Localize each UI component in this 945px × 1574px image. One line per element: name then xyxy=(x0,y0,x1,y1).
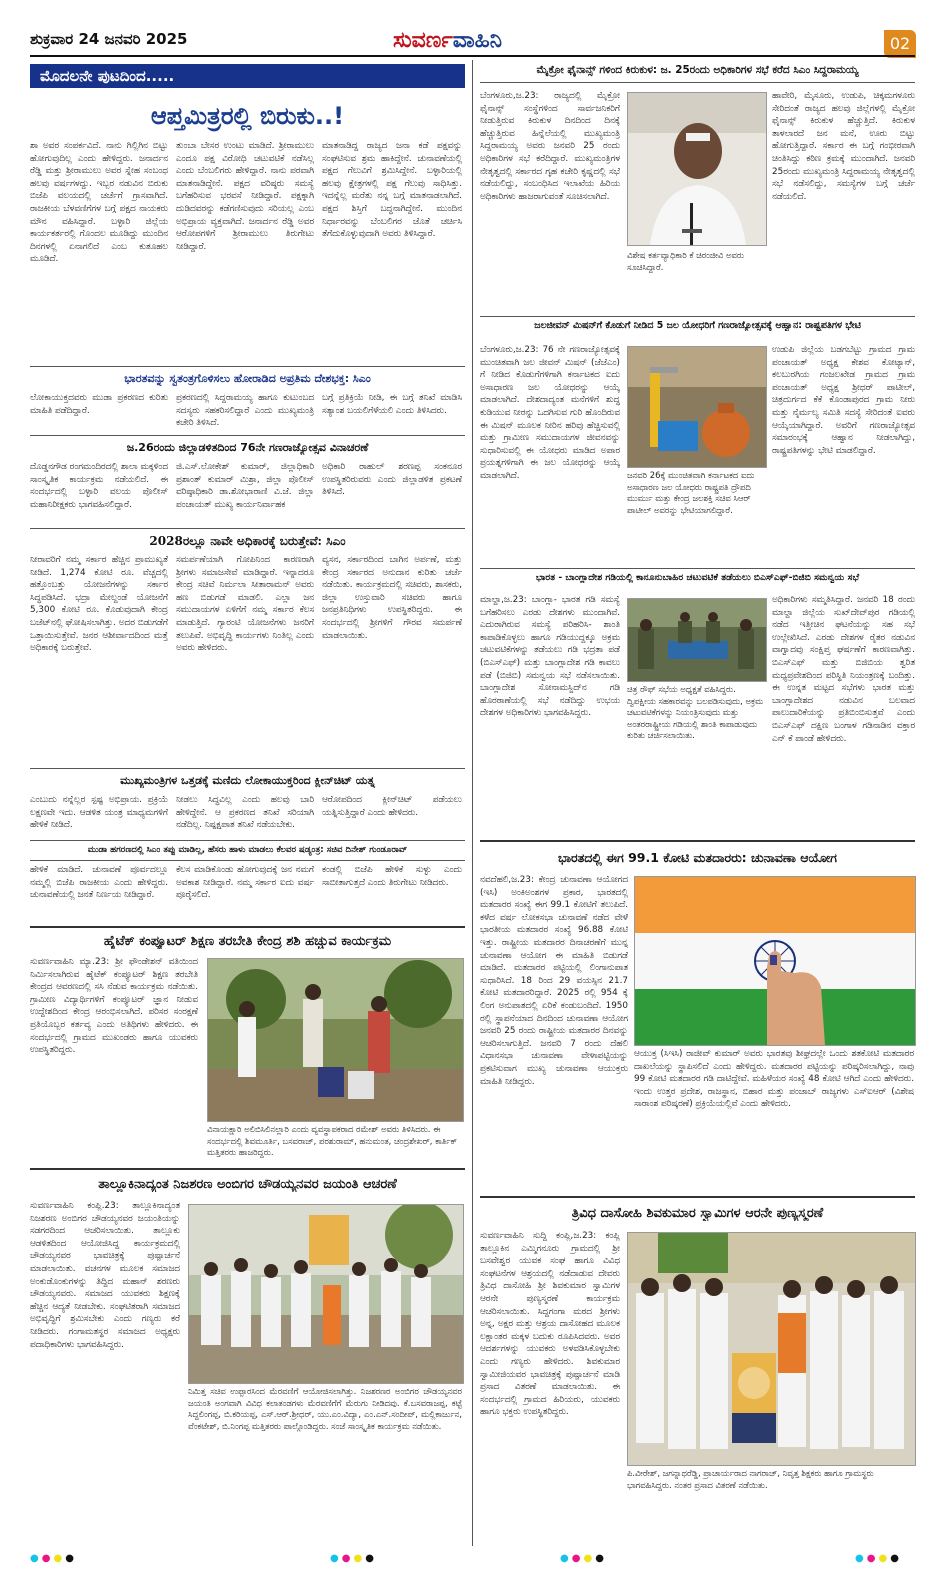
a1-col-3: ಮಾತನಾಡಿದ್ದ ರಾಜ್ಯದ ಜನಾ ಕಡೆ ಪಕ್ಷವನ್ನು ಸಂಘಟಿಸುವ ಶ್ರಮ ಹಾಕಿದ್ದೇನೆ. ಚುನಾವಣೆಯಲ್ಲಿ ಪಕ್ಷದ ಗೆಲುವಿಗೆ ಶ್ರಮಿಸಿದ್ದೇನೆ. ಬಳ್ಳಾರಿಯಲ್ಲಿ ಹಲವು ಕ್ಷೇತ್ರಗಳಲ್ಲಿ ಪಕ್ಷ ಗೆಲುವು ಸಾಧಿಸಿತ್ತು. ಇದನ್ನೆಲ್ಲ ಮರೆತು ನನ್ನ ಬಗ್ಗೆ ಮಾತನಾಡಲಾಗಿದೆ. ಪಕ್ಷದ ಶಿಸ್ತಿಗೆ ಬದ್ಧನಾಗಿದ್ದೇನೆ. ಮುಂದಿನ ನಿರ್ಧಾರವನ್ನು ಬೆಂಬಲಿಗರ ಜೊತೆ ಚರ್ಚಿಸಿ ತೆಗೆದುಕೊಳ್ಳುವುದಾಗಿ ಅವರು ತಿಳಿಸಿದ್ದಾರೆ. xyxy=(322,141,462,240)
divider xyxy=(30,926,465,928)
a3-col-2: ಜಿ.ಎಸ್.ಲೋಕೇಶ್ ಕುಮಾರ್, ಜಿಲ್ಲಾಧಿಕಾರಿ ಪ್ರಶಾಂತ್ ಕುಮಾರ್ ಮಿಶ್ರಾ, ಜಿಲ್ಲಾ ಪೊಲೀಸ್ ವರಿಷ್ಠಾಧಿಕಾರಿ ಡಾ.ಶೋಭಾರಾಣಿ ವಿ.ಜೆ. ಜಿಲ್ಲಾ ಪಂಚಾಯತ್ ಮುಖ್ಯ ಕಾರ್ಯನಿರ್ವಾಹಕ xyxy=(176,462,314,510)
b3-side-text: ಅಧಿಕಾರಿಗಳು ಸಮ್ಮತಿಸಿದ್ದಾರೆ. ಜನವರಿ 18 ರಂದು ಮಾಲ್ದಾ ಜಿಲ್ಲೆಯ ಸುಖ್‌ದೇವ್‌ಪುರ ಗಡಿಯಲ್ಲಿ ನಡೆದ ಇತ್ತೀಚಿನ ಘಟನೆಯನ್ನು ಸಹ ಸಭೆ ಉಲ್ಲೇಖಿಸಿದೆ. ಎರಡು ದೇಶಗಳ ರೈತರ ನಡುವಿನ ವಾಗ್ವಾದವು ಸಂಕ್ಷಿಪ್ತ ಘರ್ಷಣೆಗೆ ಕಾರಣವಾಗಿತ್ತು. ಬಿಎಸ್‌ಎಫ್ ಮತ್ತು ಬಿಜಿಬಿಯ ತ್ವರಿತ ಮಧ್ಯಪ್ರವೇಶದಿಂದ ಪರಿಸ್ಥಿತಿ ನಿಯಂತ್ರಣಕ್ಕೆ ಬಂದಿತ್ತು. ಈ ಉನ್ನತ ಮಟ್ಟದ ಸಭೆಗಳು ಭಾರತ ಮತ್ತು ಬಾಂಗ್ಲಾದೇಶದ ನಡುವಿನ ಬಲವಾದ ಪಾಲುದಾರಿಕೆಯನ್ನು ಪ್ರತಿಬಿಂಬಿಸುತ್ತವೆ ಎಂದು ಬಿಎಸ್‌ಎಫ್ ದಕ್ಷಿಣ ಬಂಗಾಳ ಗಡಿನಾಡಿನ ವಕ್ತಾರ ಎನ್ ಕೆ ಪಾಂಡೆ ಹೇಳಿದರು. xyxy=(772,595,915,744)
divider xyxy=(30,435,465,436)
jayanti-procession-photo xyxy=(188,1204,464,1384)
cm-siddaramaiah-photo xyxy=(627,92,767,246)
b3-headline: ಭಾರತ - ಬಾಂಗ್ಲಾದೇಶ ಗಡಿಯಲ್ಲಿ ಕಾನೂನುಬಾಹಿರ ಚಟುವಟಿಕೆ ತಡೆಯಲು ಬಿಎಸ್‌ಎಫ್-ಬಿಜಿಬಿ ಸಮನ್ವಯ ಸಭೆ xyxy=(535,572,860,583)
column-divider xyxy=(472,60,473,1546)
a4-col-2: ಸಮರ್ಪಣೆಯಾಗಿ ಗೋಪಿನಿಂದ ಕಾರಣರಾಗಿ ಶ್ರೀಗಳು ಸಮಾಜಸೇವೆ ಮಾಡಿದ್ದಾರೆ. ಇನ್ನಾದರೂ ಕೇಂದ್ರ ಸಚಿವೆ ನಿರ್ಮಲಾ ಸೀತಾರಾಮನ್ ಅವರು ಹಣ ಬಿಡುಗಡೆ ಮಾಡಲಿ. ಎಲ್ಲಾ ಜನ ಸಮುದಾಯಗಳ ಏಳಿಗೆಗೆ ನಮ್ಮ ಸರ್ಕಾರ ಕೆಲಸ ಮಾಡುತ್ತಿದೆ. ಗ್ಯಾರಂಟಿ ಯೋಜನೆಗಳು ಜನರಿಗೆ ತಲುಪಿವೆ. ಅಭಿವೃದ್ಧಿ ಕಾರ್ಯಗಳು ನಿಂತಿಲ್ಲ ಎಂದು ಅವರು ಹೇಳಿದರು. xyxy=(176,555,314,654)
a3-headline: ಜ.26ರಂದು ಜಿಲ್ಲಾಡಳಿತದಿಂದ 76ನೇ ಗಣರಾಜ್ಯೋತ್ಸವ ವಿನಾಚರಣೆ xyxy=(126,441,369,454)
a1-col-2: ತುಂಬಾ ಬೇಸರ ಉಂಟು ಮಾಡಿದೆ. ಶ್ರೀರಾಮುಲು ಎಂದೂ ಪಕ್ಷ ವಿರೋಧಿ ಚಟುವಟಿಕೆ ನಡೆಸಿಲ್ಲ ಎಂದು ಬೆಂಬಲಿಗರು ಹೇಳಿದ್ದಾರೆ. ನಾನು ಪರವಾಗಿ ಮಾತನಾಡಿದ್ದೇನೆ. ಪಕ್ಷದ ವರಿಷ್ಠರು ಸಮಸ್ಯೆ ಬಗೆಹರಿಸುವ ಭರವಸೆ ನೀಡಿದ್ದಾರೆ. ಪಕ್ಷಕ್ಕಾಗಿ ದುಡಿದವರನ್ನು ಕಡೆಗಣಿಸುವುದು ಸರಿಯಲ್ಲ ಎಂಬ ಅಭಿಪ್ರಾಯ ವ್ಯಕ್ತವಾಗಿದೆ. ಜನಾರ್ದನ ರೆಡ್ಡಿ ಅವರ ಆರೋಪಗಳಿಗೆ ಶ್ರೀರಾಮುಲು ತಿರುಗೇಟು ನೀಡಿದ್ದಾರೆ. xyxy=(176,141,314,252)
divider xyxy=(480,82,915,83)
a5b-col-3: ಕಂಡಲ್ಲಿ ಬಿಜೆಪಿ ಹೇಳಿಕೆ ಸುಳ್ಳು ಎಂದು ಸಾಬೀತಾಗುತ್ತದೆ ಎಂದು ತಿರುಗೇಟು ನೀಡಿದರು. xyxy=(322,865,462,888)
b3-text: ಮಾಲ್ದಾ,ಜ.23: ಬಾಂಗ್ಲಾ- ಭಾರತ ಗಡಿ ಸಮಸ್ಯೆ ಬಗೆಹರಿಸಲು ಎರಡು ದೇಶಗಳು ಮುಂದಾಗಿವೆ. ಎದುರಾಗಿರುವ ಸಮಸ್ಯೆ ಪರಿಹರಿಸಿ- ಶಾಂತಿ ಕಾಪಾಡಿಕೊಳ್ಳಲು ಹಾಗೂ ಗಡಿಯುದ್ದಕ್ಕೂ ಅಕ್ರಮ ಚಟುವಟಿಕೆಗಳನ್ನು ತಡೆಯಲು ಗಡಿ ಭದ್ರತಾ ಪಡೆ (ಬಿಎಸ್‌ಎಫ್) ಮತ್ತು ಬಾಂಗ್ಲಾದೇಶ ಗಡಿ ಕಾವಲು ಪಡೆ (ಬಿಜಿಬಿ) ಸಮನ್ವಯ ಸಭೆ ನಡೆಸಲಾಯಿತು. ಬಾಂಗ್ಲಾದೇಶ ಸೋನಾಮಸ್ಜಿದ್‌ನ ಗಡಿ ಹೊರಠಾಣೆಯಲ್ಲಿ ಸಭೆ ನಡೆದಿದ್ದು ಉಭಯ ದೇಶಗಳ ಅಧಿಕಾರಿಗಳು ಭಾಗವಹಿಸಿದ್ದರು. xyxy=(480,595,620,719)
b2-side-text: ಉಡುಪಿ ಜಿಲ್ಲೆಯ ಬಡಗಬೆಟ್ಟು ಗ್ರಾಮದ ಗ್ರಾಮ ಪಂಚಾಯತ್ ಅಧ್ಯಕ್ಷ ಕೇಶವ ಕೋಟ್ಯಾನ್, ಕಲಬುರಗಿಯ ಗಂಜಲಖೇಡ ಗ್ರಾಮದ ಗ್ರಾಮ ಪಂಚಾಯತ್ ಅಧ್ಯಕ್ಷ ಶ್ರೀಧರ್ ಪಾಟೀಲ್, ಚಿತ್ರದುರ್ಗದ ಕೆಕೆ ಕೊಂಡಾಪುರದ ಗ್ರಾಮ ನೀರು ಮತ್ತು ನೈರ್ಮಲ್ಯ ಸಮಿತಿ ಸದಸ್ಯೆ ಸೇರಿದಂತೆ ಐವರು ಆಯ್ಕೆಯಾಗಿದ್ದಾರೆ. ಅವರಿಗೆ ಗಣರಾಜ್ಯೋತ್ಸವ ಸಮಾರಂಭಕ್ಕೆ ಆಹ್ವಾನ ನೀಡಲಾಗಿದ್ದು, ರಾಷ್ಟ್ರಪತಿಗಳನ್ನು ಭೇಟಿ ಮಾಡಲಿದ್ದಾರೆ. xyxy=(772,345,915,456)
b4-side-text: ಆಯುಕ್ತ (ಸಿಇಸಿ) ರಾಜೀವ್ ಕುಮಾರ್ ಅವರು ಭಾರತವು ಶೀಘ್ರದಲ್ಲೇ ಒಂದು ಶತಕೋಟಿ ಮತದಾರರ ದಾಖಲೆಯನ್ನು ಸ್ಥಾಪಿಸಲಿದೆ ಎಂದು ಹೇಳಿದ್ದರು. ಮತದಾರರ ಪಟ್ಟಿಯನ್ನು ಪರಿಷ್ಕರಿಸಲಾಗಿದ್ದು, ನಾವು 99 ಕೋಟಿ ಮತದಾರರ ಗಡಿ ದಾಟಿದ್ದೇವೆ. ಮಹಿಳೆಯರ ಸಂಖ್ಯೆ 48 ಕೋಟಿ ಆಗಿದೆ ಎಂದು ಹೇಳಿದರು. ಇಂದು ಉತ್ತರ ಪ್ರದೇಶ, ರಾಜಸ್ಥಾನ, ಬಿಹಾರ ಮತ್ತು ಪಂಜಾಬ್ ರಾಜ್ಯಗಳು ಎಸ್‌ಐಆರ್ (ವಿಶೇಷ ಸಾರಾಂಶ ಪರಿಷ್ಕರಣೆ) ಪ್ರಕ್ರಿಯೆಯಲ್ಲಿವೆ ಎಂದು ಹೇಳಿದರು. xyxy=(634,1049,914,1110)
a1-col-1: ಶಾ ಅವರ ಸಂಪರ್ಕವಿದೆ. ನಾನು ಗಿಲ್ಲಿಗಿನ ಬಿಟ್ಟು ಹೋಗುವುದಿಲ್ಲ ಎಂದು ಹೇಳಿದ್ದರು. ಜನಾರ್ದನ ರೆಡ್ಡಿ ಮತ್ತು ಶ್ರೀರಾಮುಲು ಅವರ ಸ್ನೇಹ ಸಂಬಂಧ ಹಲವು ವರ್ಷಗಳದ್ದು. ಇಬ್ಬರ ನಡುವಿನ ಬಿರುಕು ಬಿಜೆಪಿ ವಲಯದಲ್ಲಿ ಚರ್ಚೆಗೆ ಗ್ರಾಸವಾಗಿದೆ. ರಾಜಕೀಯ ಬೆಳವಣಿಗೆಗಳ ಬಗ್ಗೆ ಪಕ್ಷದ ನಾಯಕರು ಮೌನ ವಹಿಸಿದ್ದಾರೆ. ಬಳ್ಳಾರಿ ಜಿಲ್ಲೆಯ ಕಾರ್ಯಕರ್ತರಲ್ಲಿ ಗೊಂದಲ ಮೂಡಿದ್ದು ಮುಂದಿನ ದಿನಗಳಲ್ಲಿ ಏನಾಗಲಿದೆ ಎಂಬ ಕುತೂಹಲ ಮೂಡಿದೆ. xyxy=(30,141,168,265)
b1-headline: ಮೈಕ್ರೋ ಫೈನಾನ್ಸ್ ಗಳಿಂದ ಕಿರುಕುಳ: ಜ. 25ರಂದು ಅಧಿಕಾರಿಗಳ ಸಭೆ ಕರೆದ ಸಿಎಂ ಸಿದ್ದರಾಮಯ್ಯ xyxy=(536,64,859,76)
a2-col-1: ಲೋಕಾಯುಕ್ತದವರು ಮುಡಾ ಪ್ರಕರಣದ ಕುರಿತು ಮಾಹಿತಿ ಪಡೆದಿದ್ದಾರೆ. xyxy=(30,393,168,416)
a4-col-1: ನೀರಾವರಿಗೆ ನಮ್ಮ ಸರ್ಕಾರ ಹೆಚ್ಚಿನ ಪ್ರಾಮುಖ್ಯತೆ ನೀಡಿದೆ. 1,274 ಕೋಟಿ ರೂ. ವೆಚ್ಚದಲ್ಲಿ ಹತ್ತೊಂಬತ್ತು ಯೋಜನೆಗಳನ್ನು ಸರ್ಕಾರ ಸಿದ್ಧಪಡಿಸಿದೆ. ಭದ್ರಾ ಮೇಲ್ದಂಡೆ ಯೋಜನೆಗೆ 5,300 ಕೋಟಿ ರೂ. ಕೊಡುವುದಾಗಿ ಕೇಂದ್ರ ಬಜೆಟ್‌ನಲ್ಲಿ ಘೋಷಿಸಲಾಗಿತ್ತು. ಅದರ ಬಿಡುಗಡೆಗೆ ಒತ್ತಾಯಿಸುತ್ತೇವೆ. ಜನರ ಆಶೀರ್ವಾದದಿಂದ ಮತ್ತೆ ಅಧಿಕಾರಕ್ಕೆ ಬರುತ್ತೇವೆ. xyxy=(30,555,168,654)
page-number-badge: 02 xyxy=(884,30,916,58)
logo-part-a: ಸುವರ್ಣ xyxy=(393,28,453,53)
divider xyxy=(480,840,915,842)
registration-marks: ●●●● xyxy=(855,1553,902,1564)
divider xyxy=(480,568,915,569)
bsf-bgb-meeting-photo xyxy=(627,598,767,682)
a5-col-2: ನೀಡಲು ಸಿದ್ಧವಿಲ್ಲ ಎಂದು ಹಲವು ಬಾರಿ ಹೇಳಿದ್ದೇನೆ. ಆ ಪ್ರಕರಣದ ತನಿಖೆ ಸರಿಯಾಗಿ ನಡೆದಿಲ್ಲ. ನಿಷ್ಪಕ್ಷಪಾತ ತನಿಖೆ ನಡೆಯಬೇಕು. xyxy=(176,795,314,831)
water-tap-photo xyxy=(627,346,767,468)
divider xyxy=(30,366,465,367)
logo-part-b: ವಾಹಿನಿ xyxy=(452,28,503,53)
b3-caption: ಚಿತ್ರ ರೌಫ್ ಸಭೆಯ ಅಧ್ಯಕ್ಷತೆ ವಹಿಸಿದ್ದರು. ದ್ವಿಪಕ್ಷೀಯ ಸಹಕಾರವನ್ನು ಬಲಪಡಿಸುವುದು, ಅಕ್ರಮ ಚಟುವಟಿಕೆಗಳನ್ನು ನಿಯಂತ್ರಿಸುವುದು ಮತ್ತು ಅಂತರರಾಷ್ಟ್ರೀಯ ಗಡಿಯಲ್ಲಿ ಶಾಂತಿ ಕಾಪಾಡುವುದು ಕುರಿತು ಚರ್ಚಿಸಲಾಯಿತು. xyxy=(627,684,764,741)
b2-headline: ಜಲಜೀವನ್ ಮಿಷನ್‌ಗೆ ಕೊಡುಗೆ ನೀಡಿದ 5 ಜಲ ಯೋಧರಿಗೆ ಗಣರಾಜ್ಯೋತ್ಸವಕ್ಕೆ ಆಹ್ವಾನ: ರಾಷ್ಟ್ರಪತಿಗಳ ಭೇಟಿ xyxy=(534,320,861,331)
a5-headline: ಮುಖ್ಯಮಂತ್ರಿಗಳ ಒತ್ತಡಕ್ಕೆ ಮಣಿದು ಲೋಕಾಯುಕ್ತರಿಂದ ಕ್ಲೀನ್‌ಚಿಟ್ ಯತ್ನ xyxy=(120,774,375,787)
photo-illustration xyxy=(628,599,766,681)
photo-illustration xyxy=(208,959,463,1121)
divider xyxy=(30,768,465,769)
section-banner: ಮೊದಲನೇ ಪುಟದಿಂದ..... xyxy=(30,64,465,88)
b1-text: ಬೆಂಗಳೂರು,ಜ.23: ರಾಜ್ಯದಲ್ಲಿ ಮೈಕ್ರೋ ಫೈನಾನ್ಸ್ ಸಂಸ್ಥೆಗಳಿಂದ ಸಾರ್ವಜನಿಕರಿಗೆ ನೀಡುತ್ತಿರುವ ಕಿರುಕುಳ ದಿನದಿಂದ ದಿನಕ್ಕೆ ಹೆಚ್ಚುತ್ತಿರುವ ಹಿನ್ನೆಲೆಯಲ್ಲಿ ಮುಖ್ಯಮಂತ್ರಿ ಸಿದ್ದರಾಮಯ್ಯ ಅವರು ಜನವರಿ 25 ರಂದು ಅಧಿಕಾರಿಗಳ ಸಭೆ ಕರೆದಿದ್ದಾರೆ. ಮುಖ್ಯಮಂತ್ರಿಗಳ ನೇತೃತ್ವದಲ್ಲಿ ಸರ್ಕಾರದ ಗೃಹ ಕಚೇರಿ ಕೃಷ್ಣದಲ್ಲಿ ಸಭೆ ನಡೆಯಲಿದ್ದು, ಸಂಬಂಧಿಸಿದ ಇಲಾಖೆಯ ಹಿರಿಯ ಅಧಿಕಾರಿಗಳು ಹಾಜರಾಗುವಂತೆ ಸೂಚಿಸಲಾಗಿದೆ. xyxy=(480,91,620,202)
a7-caption: ನಿಮಿತ್ತ ಸಚಿವ ಉಪ್ಪಾರಸಿಂದ ಮೆರವಣಿಗೆ ಆಯೋಜಿಸಲಾಗಿತ್ತು. ನಿಜಶರಣರ ಅಂಬಿಗರ ಚೌಡಯ್ಯನವರ ಜಯಂತಿ ಅಂಗವಾಗಿ ವಿವಿಧ ಕಲಾತಂಡಗಳು ಮೆರವಣಿಗೆಗೆ ಮೆರುಗು ನೀಡಿದವು. ಕೆ.ಬಸವರಾಜಪ್ಪ, ಕಟ್ಟೆ ಸಿದ್ದಲಿಂಗಪ್ಪ, ಬಿ.ಕರಿಯಪ್ಪ, ಎಸ್.ಆರ್.ಶ್ರೀಧರ್, ಯು.ಎಂ.ವಿದ್ಯಾ, ಎಂ.ಎನ್.ಸಂದೀಪ್, ಮಲ್ಲಿಕಾರ್ಜುನ, ವೆಂಕಟೇಶ್, ಬಿ.ನಿಂಗಪ್ಪ ಮತ್ತಿತರರು ಪಾಲ್ಗೊಂಡಿದ್ದರು. ಸಂಜೆ ಸಾಂಸ್ಕೃತಿಕ ಕಾರ್ಯಕ್ರಮ ನಡೆಯಿತು. xyxy=(188,1386,462,1431)
b4-text: ನವದೆಹಲಿ,ಜ.23: ಕೇಂದ್ರ ಚುನಾವಣಾ ಆಯೋಗದ (ಇಸಿ) ಅಂಕಿಅಂಶಗಳ ಪ್ರಕಾರ, ಭಾರತದಲ್ಲಿ ಮತದಾರರ ಸಂಖ್ಯೆ ಈಗ 99.1 ಕೋಟಿಗೆ ತಲುಪಿದೆ. ಕಳೆದ ವರ್ಷ ಲೋಕಸಭಾ ಚುನಾವಣೆ ನಡೆದ ವೇಳೆ ಭಾರತೀಯ ಮತದಾರರ ಸಂಖ್ಯೆ 96.88 ಕೋಟಿ ಇತ್ತು. ರಾಷ್ಟ್ರೀಯ ಮತದಾರರ ದಿನಾಚರಣೆಗೆ ಮುನ್ನ ಚುನಾವಣಾ ಆಯೋಗ ಈ ಮಾಹಿತಿ ಬಿಡುಗಡೆ ಮಾಡಿದೆ. ಮತದಾರರ ಪಟ್ಟಿಯಲ್ಲಿ ಲಿಂಗಾನುಪಾತ ಸುಧಾರಿಸಿದೆ. 18 ರಿಂದ 29 ವಯಸ್ಸಿನ 21.7 ಕೋಟಿ ಮತದಾರರಿದ್ದಾರೆ. 2025 ರಲ್ಲಿ 954 ಕ್ಕೆ ಲಿಂಗ ಅನುಪಾತದಲ್ಲಿ ಏರಿಕೆ ಕಂಡುಬಂದಿದೆ. 1950 ರಲ್ಲಿ ಸ್ಥಾಪನೆಯಾದ ದಿನದಿಂದ ಚುನಾವಣಾ ಆಯೋಗ ಜನವರಿ 25 ರಂದು ರಾಷ್ಟ್ರೀಯ ಮತದಾರರ ದಿನವನ್ನು ಆಚರಿಸಲಾಗುತ್ತಿದೆ. ಜನವರಿ 7 ರಂದು ದೆಹಲಿ ವಿಧಾನಸಭಾ ಚುನಾವಣಾ ವೇಳಾಪಟ್ಟಿಯನ್ನು ಪ್ರಕಟಿಸುವಾಗ ಮುಖ್ಯ ಚುನಾವಣಾ ಆಯುಕ್ತರು ಮಾಹಿತಿ ನೀಡಿದ್ದರು. xyxy=(480,875,628,1087)
divider xyxy=(30,528,465,529)
photo-illustration xyxy=(635,877,915,1045)
divider xyxy=(480,1196,915,1198)
a7-headline: ತಾಲ್ಲೂಕಿನಾದ್ಯಂತ ನಿಜಶರಣ ಅಂಬಿಗರ ಚೌಡಯ್ಯನವರ ಜಯಂತಿ ಆಚರಣೆ xyxy=(98,1177,397,1192)
a2-headline: ಭಾರತವನ್ನು ಸ್ವತಂತ್ರಗೊಳಿಸಲು ಹೋರಾಡಿದ ಅಪ್ರತಿಮ ದೇಶಭಕ್ತ: ಸಿಎಂ xyxy=(124,372,371,385)
b5-text: ಸುವರ್ಣವಾಹಿನಿ ಸುದ್ದಿ ಕಂಪ್ಲಿ,ಜ.23: ಕಂಪ್ಲಿ ತಾಲ್ಲೂಕಿನ ಎಮ್ಮಿಗನೂರು ಗ್ರಾಮದಲ್ಲಿ ಶ್ರೀ ಬಸವೇಶ್ವರ ಯುವಕ ಸಂಘ ಹಾಗೂ ವಿವಿಧ ಸಂಘಟನೆಗಳ ಆಶ್ರಯದಲ್ಲಿ ನಡೆದಾಡುವ ದೇವರು ತ್ರಿವಿಧ ದಾಸೋಹಿ ಶ್ರೀ ಶಿವಕುಮಾರ ಸ್ವಾಮಿಗಳ ಆರನೇ ಪುಣ್ಯಸ್ಮರಣೆ ಕಾರ್ಯಕ್ರಮ ಆಚರಿಸಲಾಯಿತು. ಸಿದ್ದಗಂಗಾ ಮಠದ ಶ್ರೀಗಳು ಅನ್ನ, ಅಕ್ಷರ ಮತ್ತು ಆಶ್ರಯ ದಾಸೋಹದ ಮೂಲಕ ಲಕ್ಷಾಂತರ ಮಕ್ಕಳ ಬದುಕು ರೂಪಿಸಿದವರು. ಅವರ ಆದರ್ಶಗಳನ್ನು ಯುವಕರು ಅಳವಡಿಸಿಕೊಳ್ಳಬೇಕು ಎಂದು ಗಣ್ಯರು ಹೇಳಿದರು. ಶಿವಕುಮಾರ ಸ್ವಾಮೀಜಿಯವರ ಭಾವಚಿತ್ರಕ್ಕೆ ಪುಷ್ಪಾರ್ಚನೆ ಮಾಡಿ ಪ್ರಸಾದ ವಿತರಣೆ ಮಾಡಲಾಯಿತು. ಈ ಸಂದರ್ಭದಲ್ಲಿ ಗ್ರಾಮದ ಹಿರಿಯರು, ಯುವಕರು ಹಾಗೂ ಭಕ್ತರು ಉಪಸ್ಥಿತರಿದ್ದರು. xyxy=(480,1231,620,1418)
a3-col-3: ಅಧಿಕಾರಿ ರಾಹುಲ್ ಶರಣಪ್ಪ ಸಂಕನೂರ ಉಪಸ್ಥಿತರಿರುವರು ಎಂದು ಜಿಲ್ಲಾಡಳಿತ ಪ್ರಕಟಣೆ ತಿಳಿಸಿದೆ. xyxy=(322,462,462,498)
a3-col-1: ದೊಡ್ಡನಗೌಡ ರಂಗಮಂದಿರದಲ್ಲಿ ಶಾಲಾ ಮಕ್ಕಳಿಂದ ಸಾಂಸ್ಕೃತಿಕ ಕಾರ್ಯಕ್ರಮ ನಡೆಯಲಿದೆ. ಈ ಸಂದರ್ಭದಲ್ಲಿ ಬಳ್ಳಾರಿ ವಲಯ ಪೊಲೀಸ್ ಮಹಾನಿರೀಕ್ಷಕರು ಭಾಗವಹಿಸಲಿದ್ದಾರೆ. xyxy=(30,462,168,510)
registration-marks: ●●●● xyxy=(330,1553,377,1564)
a5-subnote: ಮುಡಾ ಹಗರಣದಲ್ಲಿ ಸಿಎಂ ತಪ್ಪು ಮಾಡಿಲ್ಲ, ಹೆಸರು ಹಾಳು ಮಾಡಲು ಕೆಲವರ ಷಡ್ಯಂತ್ರ: ಸಚಿವ ದಿನೇಶ್ ಗುಂಡೂರಾವ್ xyxy=(30,840,465,861)
b2-caption: ಜನವರಿ 26ಕ್ಕೆ ಮುಂಚಿತವಾಗಿ ಕರ್ನಾಟಕದ ಐದು ಅಸಾಧಾರಣ ಜಲ ಯೋಧರು ರಾಷ್ಟ್ರಪತಿ ದ್ರೌಪದಿ ಮುರ್ಮು ಮತ್ತು ಕೇಂದ್ರ ಜಲಶಕ್ತಿ ಸಚಿವ ಸಿಆರ್ ಪಾಟೀಲ್ ಅವರನ್ನು ಭೇಟಿಯಾಗಲಿದ್ದಾರೆ. xyxy=(627,470,755,515)
b4-headline: ಭಾರತದಲ್ಲಿ ಈಗ 99.1 ಕೋಟಿ ಮತದಾರರು: ಚುನಾವಣಾ ಆಯೋಗ xyxy=(558,850,837,865)
masthead xyxy=(0,0,945,58)
tree-planting-photo xyxy=(207,958,464,1122)
registration-marks: ●●●● xyxy=(560,1553,607,1564)
registration-marks: ●●●● xyxy=(30,1553,77,1564)
b5-headline: ತ್ರಿವಿಧ ದಾಸೋಹಿ ಶಿವಕುಮಾರ ಸ್ವಾಮಿಗಳ ಆರನೇ ಪುಣ್ಯಸ್ಮರಣೆ xyxy=(571,1206,824,1221)
a5-col-3: ಆರೋಪದಿಂದ ಕ್ಲೀನ್‌ಚಿಟ್ ಪಡೆಯಲು ಯತ್ನಿಸುತ್ತಿದ್ದಾರೆ ಎಂದು ಹೇಳಿದರು. xyxy=(322,795,462,818)
b2-text: ಬೆಂಗಳೂರು,ಜ.23: 76 ನೇ ಗಣರಾಜ್ಯೋತ್ಸವಕ್ಕೆ ಮುಂಚಿತವಾಗಿ ಜಲ ಜೀವನ್ ಮಿಷನ್ (ಜೆಜೆಎಂ) ಗೆ ನೀಡಿದ ಕೊಡುಗೆಗಳಿಗಾಗಿ ಕರ್ನಾಟಕದ ಐದು ಅಸಾಧಾರಣ ಜಲ ಯೋಧರನ್ನು ಆಯ್ಕೆ ಮಾಡಲಾಗಿದೆ. ದೇಶದಾದ್ಯಂತ ಮನೆಗಳಿಗೆ ಶುದ್ಧ ಕುಡಿಯುವ ನೀರನ್ನು ಒದಗಿಸುವ ಗುರಿ ಹೊಂದಿರುವ ಈ ಮಿಷನ್ ಮೂಲಕ ನೀರಿನ ಹರಿವು ಹೆಚ್ಚಿಸುವಲ್ಲಿ ಮತ್ತು ಗ್ರಾಮೀಣ ಸಮುದಾಯಗಳ ಜೀವನವನ್ನು ಸುಧಾರಿಸುವಲ್ಲಿ ಈ ಯೋಧರು ಮಾಡಿದ ಅಪಾರ ಪ್ರಯತ್ನಗಳಿಗಾಗಿ ಈ ಜಲ ಯೋಧರನ್ನು ಆಯ್ಕೆ ಮಾಡಲಾಗಿದೆ. xyxy=(480,345,620,481)
a2-col-3: ಬಗ್ಗೆ ಪ್ರತಿಕ್ರಿಯೆ ನೀಡಿ, ಈ ಬಗ್ಗೆ ತನಿಖೆ ಮಾಡಿಸಿ ಸತ್ಯಾಂಶ ಬಯಲಿಗೆಳೆಯಲಿ ಎಂದು ತಿಳಿಸಿದರು. xyxy=(322,393,462,416)
punyasmarane-group-photo xyxy=(627,1232,916,1466)
a6-text: ಸುವರ್ಣವಾಹಿನಿ ಮ್ಯಾ.23: ಶ್ರೀ ಫೌಂಡೇಶನ್ ವತಿಯಿಂದ ನಿರ್ಮಿಸಲಾಗಿರುವ ಹೈಟೆಕ್ ಕಂಪ್ಯೂಟರ್ ಶಿಕ್ಷಣ ತರಬೇತಿ ಕೇಂದ್ರದ ಆವರಣದಲ್ಲಿ ಸಸಿ ನೆಡುವ ಕಾರ್ಯಕ್ರಮ ನಡೆಯಿತು. ಗ್ರಾಮೀಣ ವಿದ್ಯಾರ್ಥಿಗಳಿಗೆ ಕಂಪ್ಯೂಟರ್ ಜ್ಞಾನ ನೀಡುವ ಉದ್ದೇಶದಿಂದ ಕೇಂದ್ರ ಆರಂಭಿಸಲಾಗಿದೆ. ಪರಿಸರ ಸಂರಕ್ಷಣೆ ಪ್ರತಿಯೊಬ್ಬರ ಕರ್ತವ್ಯ ಎಂದು ಅತಿಥಿಗಳು ಹೇಳಿದರು. ಈ ಸಂದರ್ಭದಲ್ಲಿ ಗ್ರಾಮದ ಮುಖಂಡರು ಹಾಗೂ ಯುವಕರು ಉಪಸ್ಥಿತರಿದ್ದರು. xyxy=(30,957,198,1056)
a6-headline: ಹೈಟೆಕ್ ಕಂಪ್ಯೂಟರ್ ಶಿಕ್ಷಣ ತರಬೇತಿ ಕೇಂದ್ರ ಶಶಿ ಹಚ್ಚುವ ಕಾರ್ಯಕ್ರಮ xyxy=(103,934,392,949)
masthead-rule xyxy=(30,55,915,57)
issue-date: ಶುಕ್ರವಾರ 24 ಜನವರಿ 2025 xyxy=(30,30,188,48)
a7-text: ಸುವರ್ಣವಾಹಿನಿ ಕಂಪ್ಲಿ.23: ತಾಲ್ಲೂಕಿನಾದ್ಯಂತ ನಿಜಶರಣ ಅಂಬಿಗರ ಚೌಡಯ್ಯನವರ ಜಯಂತಿಯನ್ನು ಸಡಗರದಿಂದ ಆಚರಿಸಲಾಯಿತು. ತಾಲ್ಲೂಕು ಆಡಳಿತದಿಂದ ಆಯೋಜಿಸಿದ್ದ ಕಾರ್ಯಕ್ರಮದಲ್ಲಿ ಚೌಡಯ್ಯನವರ ಭಾವಚಿತ್ರಕ್ಕೆ ಪುಷ್ಪಾರ್ಚನೆ ಮಾಡಲಾಯಿತು. ವಚನಗಳ ಮೂಲಕ ಸಮಾಜದ ಅಂಕುಡೊಂಕುಗಳನ್ನು ತಿದ್ದಿದ ಮಹಾನ್ ಶರಣರು ಚೌಡಯ್ಯನವರು. ಸಮಾಜದ ಯುವಕರು ಶಿಕ್ಷಣಕ್ಕೆ ಹೆಚ್ಚಿನ ಆದ್ಯತೆ ನೀಡಬೇಕು. ಸಂಘಟಿತರಾಗಿ ಸಮಾಜದ ಅಭಿವೃದ್ಧಿಗೆ ಶ್ರಮಿಸಬೇಕು ಎಂದು ಗಣ್ಯರು ಕರೆ ನೀಡಿದರು. ಗಂಗಾಮತಸ್ಥರ ಸಮಾಜದ ಅಧ್ಯಕ್ಷರು ಪದಾಧಿಕಾರಿಗಳು ಭಾಗವಹಿಸಿದ್ದರು. xyxy=(30,1201,180,1350)
b5-caption: ಪಿ.ವೀರೇಶ್, ಜಗನ್ನಾಥರೆಡ್ಡಿ, ಪ್ರಾಚಾರ್ಯರಾದ ನಾಗರಾಜ್, ನಿವೃತ್ತ ಶಿಕ್ಷಕರು ಹಾಗೂ ಗ್ರಾಮಸ್ಥರು ಭಾಗವಹಿಸಿದ್ದರು. ನಂತರ ಪ್ರಸಾದ ವಿತರಣೆ ನಡೆಯಿತು. xyxy=(627,1468,874,1490)
indian-flag-voting-photo xyxy=(634,876,916,1046)
b1-side-text: ಹಾವೇರಿ, ಮೈಸೂರು, ಉಡುಪಿ, ಚಿಕ್ಕಮಗಳೂರು ಸೇರಿದಂತೆ ರಾಜ್ಯದ ಹಲವು ಜಿಲ್ಲೆಗಳಲ್ಲಿ ಮೈಕ್ರೋ ಫೈನಾನ್ಸ್ ಕಿರುಕುಳ ಹೆಚ್ಚುತ್ತಿದೆ. ಕಿರುಕುಳ ತಾಳಲಾರದೆ ಜನ ಮನೆ, ಊರು ಬಿಟ್ಟು ಹೋಗುತ್ತಿದ್ದಾರೆ. ಸರ್ಕಾರ ಈ ಬಗ್ಗೆ ಗಂಭೀರವಾಗಿ ಚಿಂತಿಸಿದ್ದು ಕಠಿಣ ಕ್ರಮಕ್ಕೆ ಮುಂದಾಗಿದೆ. ಜನವರಿ 25ರಂದು ಮುಖ್ಯಮಂತ್ರಿ ಸಿದ್ದರಾಮಯ್ಯ ನೇತೃತ್ವದಲ್ಲಿ ಸಭೆ ನಡೆಸಲಿದ್ದು, ಸಮಸ್ಯೆಗಳ ಬಗ್ಗೆ ಚರ್ಚೆ ನಡೆಯಲಿದೆ. xyxy=(772,91,915,202)
photo-illustration xyxy=(628,1233,915,1465)
newspaper-logo xyxy=(393,28,502,53)
a5-col-1: ಎಂಬುದು ನನ್ನೆಲ್ಲರ ಸ್ಪಷ್ಟ ಅಭಿಪ್ರಾಯ. ಪ್ರಕ್ರಿಯೆ ಲಕ್ಷಣವೇ ಇದು. ಆಡಳಿತ ಯಂತ್ರ ಮಾಧ್ಯಮಗಳಿಗೆ ಹೇಳಿಕೆ ನೀಡಿದೆ. xyxy=(30,795,168,831)
a4-col-3: ವ್ಯಸನ, ಸರ್ಕಾರದಿಂದ ಬಾಗಿನ ಅರ್ಪಣೆ, ಮತ್ತು ಕೇಂದ್ರ ಸರ್ಕಾರದ ಅನುದಾನ ಕುರಿತು ಚರ್ಚೆ ನಡೆಯಿತು. ಕಾರ್ಯಕ್ರಮದಲ್ಲಿ ಸಚಿವರು, ಶಾಸಕರು, ಜಿಲ್ಲಾ ಉಸ್ತುವಾರಿ ಸಚಿವರು ಹಾಗೂ ಜನಪ್ರತಿನಿಧಿಗಳು ಉಪಸ್ಥಿತರಿದ್ದರು. ಈ ಸಂದರ್ಭದಲ್ಲಿ ಶ್ರೀಗಳಿಗೆ ಗೌರವ ಸಮರ್ಪಣೆ ಮಾಡಲಾಯಿತು. xyxy=(322,555,462,641)
a6-caption: ವಿನಾಯಕ್ಷಾರಿ ಅಲಿಬಿಸಿಲಿನಲ್ಲಾರಿ ಎಂದು ವ್ಯವಸ್ಥಾಪಕರಾದ ರಮೇಶ್ ಅವರು ತಿಳಿಸಿದರು. ಈ ಸಂದರ್ಭದಲ್ಲಿ ಶಿವಮೂರ್ತಿ, ಬಸವರಾಜ್, ಪರಶುರಾಮ್, ಹನುಮಂತ, ಚಂದ್ರಶೇಖರ್, ಕಾರ್ತಿಕ್ ಮತ್ತಿತರರು ಹಾಜರಿದ್ದರು. xyxy=(207,1124,458,1158)
divider xyxy=(30,1168,465,1170)
photo-illustration xyxy=(628,347,766,467)
a1-headline: ಆಪ್ತಮಿತ್ರರಲ್ಲಿ ಬಿರುಕು..! xyxy=(150,102,345,130)
b1-caption: ವಿಶೇಷ ಕರ್ತವ್ಯಾಧಿಕಾರಿ ಕೆ ಚಿರಂಜೀವಿ ಅವರು ಸೂಚಿಸಿದ್ದಾರೆ. xyxy=(627,250,744,272)
a2-col-2: ಪ್ರಕರಣದಲ್ಲಿ ಸಿದ್ದರಾಮಯ್ಯ ಹಾಗೂ ಕುಟುಂಬದ ಸದಸ್ಯರು ಸಹಕರಿಸಲಿದ್ದಾರೆ ಎಂದು ಮುಖ್ಯಮಂತ್ರಿ ಕಚೇರಿ ತಿಳಿಸಿದೆ. xyxy=(176,393,314,429)
divider xyxy=(480,316,915,317)
a5b-col-1: ಹೇಳಿಕೆ ಮಾಡಿದೆ. ಚುನಾವಣೆ ಪೂರ್ವದಲ್ಲೂ ನಮ್ಮಲ್ಲಿ ಬಿಜೆಪಿ ರಾಜಕೀಯ ಎಂದು ಹೇಳಿದ್ದರು. ಚುನಾವಣೆಯಲ್ಲಿ ಜನತೆ ನಿರ್ಣಯ ನೀಡಿದ್ದಾರೆ. xyxy=(30,865,168,901)
a4-headline: 2028ರಲ್ಲೂ ನಾವೇ ಅಧಿಕಾರಕ್ಕೆ ಬರುತ್ತೇವೆ: ಸಿಎಂ xyxy=(149,534,346,548)
photo-illustration xyxy=(628,93,766,245)
photo-illustration xyxy=(189,1205,463,1383)
a5b-col-2: ಕೆಲಸ ಮಾಡಿಕೊಂಡು ಹೋಗುವುದಕ್ಕೆ ಜನ ನಮಗೆ ಅವಕಾಶ ನೀಡಿದ್ದಾರೆ. ನಮ್ಮ ಸರ್ಕಾರ ಐದು ವರ್ಷ ಪೂರೈಸಲಿದೆ. xyxy=(176,865,314,901)
